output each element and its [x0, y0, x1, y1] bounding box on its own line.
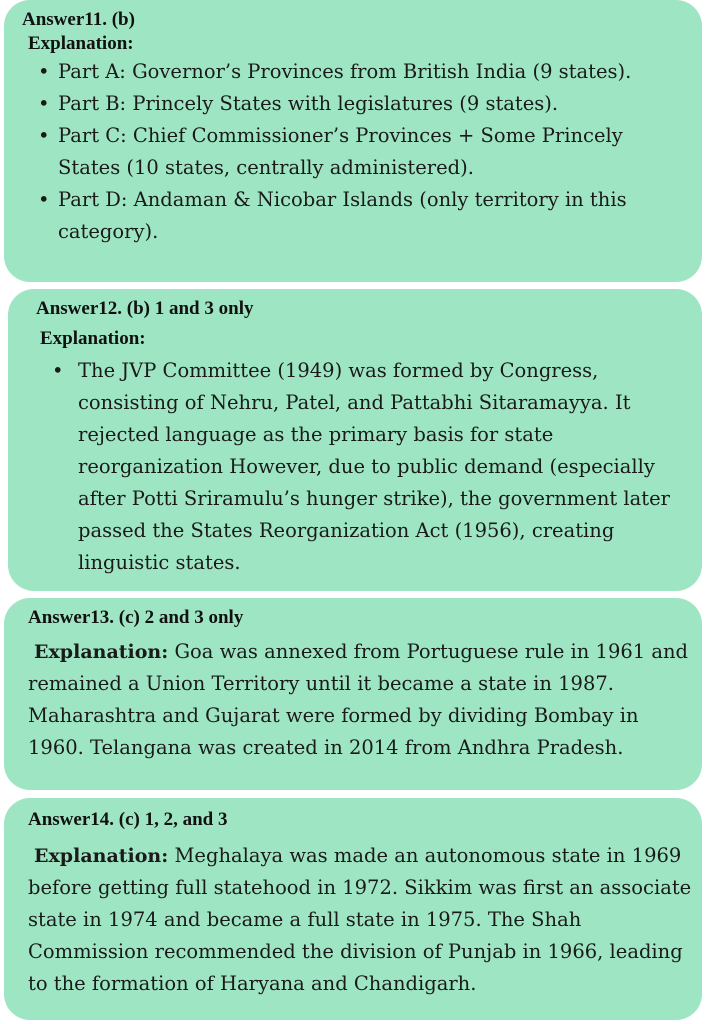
bullet-icon: •: [38, 60, 50, 83]
answer-card-13: [4, 598, 702, 790]
explanation-label: Explanation:: [34, 845, 169, 867]
explanation-label: Explanation:: [34, 641, 169, 663]
list-item-text: Part B: Princely States with legislatures (9 states).: [58, 92, 559, 115]
explanation-label: Explanation:: [28, 33, 134, 54]
answer-heading: Answer12. (b) 1 and 3 only: [36, 298, 254, 319]
answer-card-12: [8, 289, 702, 591]
bullet-icon: •: [52, 359, 64, 382]
answer-heading: Answer13. (c) 2 and 3 only: [28, 607, 244, 628]
bullet-icon: •: [38, 188, 50, 211]
bullet-icon: •: [38, 92, 50, 115]
explanation-paragraph: [28, 636, 693, 764]
answer-card-14: [4, 798, 702, 1020]
explanation-label: Explanation:: [40, 328, 146, 349]
list-item-text: Part C: Chief Commissioner’s Provinces + Some Princely States (10 states, centrally administered).: [58, 124, 623, 179]
list-item-text: Part A: Governor’s Provinces from British India (9 states).: [58, 60, 632, 83]
explanation-list: [50, 355, 680, 579]
list-item: [36, 56, 656, 88]
list-item: [36, 88, 656, 120]
list-item-text: Part D: Andaman & Nicobar Islands (only territory in this category).: [58, 188, 627, 243]
answer-heading: Answer11. (b): [22, 9, 135, 30]
list-item: [50, 355, 680, 579]
list-item-text: The JVP Committee (1949) was formed by Congress, consisting of Nehru, Patel, and Pattabhi Sitaramayya. It rejected language as the primary basis for state reorganization However, due to public demand (especially after Potti Sriramulu’s hunger strike), the government later passed the States Reorganization Act (1956), creating linguistic states.: [78, 359, 670, 574]
explanation-paragraph: [28, 840, 693, 1000]
list-item: [36, 184, 656, 248]
explanation-list: [36, 56, 656, 248]
list-item: [36, 120, 656, 184]
answer-heading: Answer14. (c) 1, 2, and 3: [28, 809, 228, 830]
explanation-text: Meghalaya was made an autonomous state in 1969 before getting full statehood in 1972. Sikkim was first an associate state in 1974 and became a full state in 1975. The Shah Commission recommended the division of Punjab in 1966, leading to the formation of Haryana and Chandigarh.: [28, 844, 692, 995]
bullet-icon: •: [38, 124, 50, 147]
explanation-text: Goa was annexed from Portuguese rule in 1961 and remained a Union Territory until it became a state in 1987. Maharashtra and Gujarat were formed by dividing Bombay in 1960. Telangana was created in 2014 from Andhra Pradesh.: [28, 640, 689, 759]
answer-card-11: [4, 0, 702, 282]
